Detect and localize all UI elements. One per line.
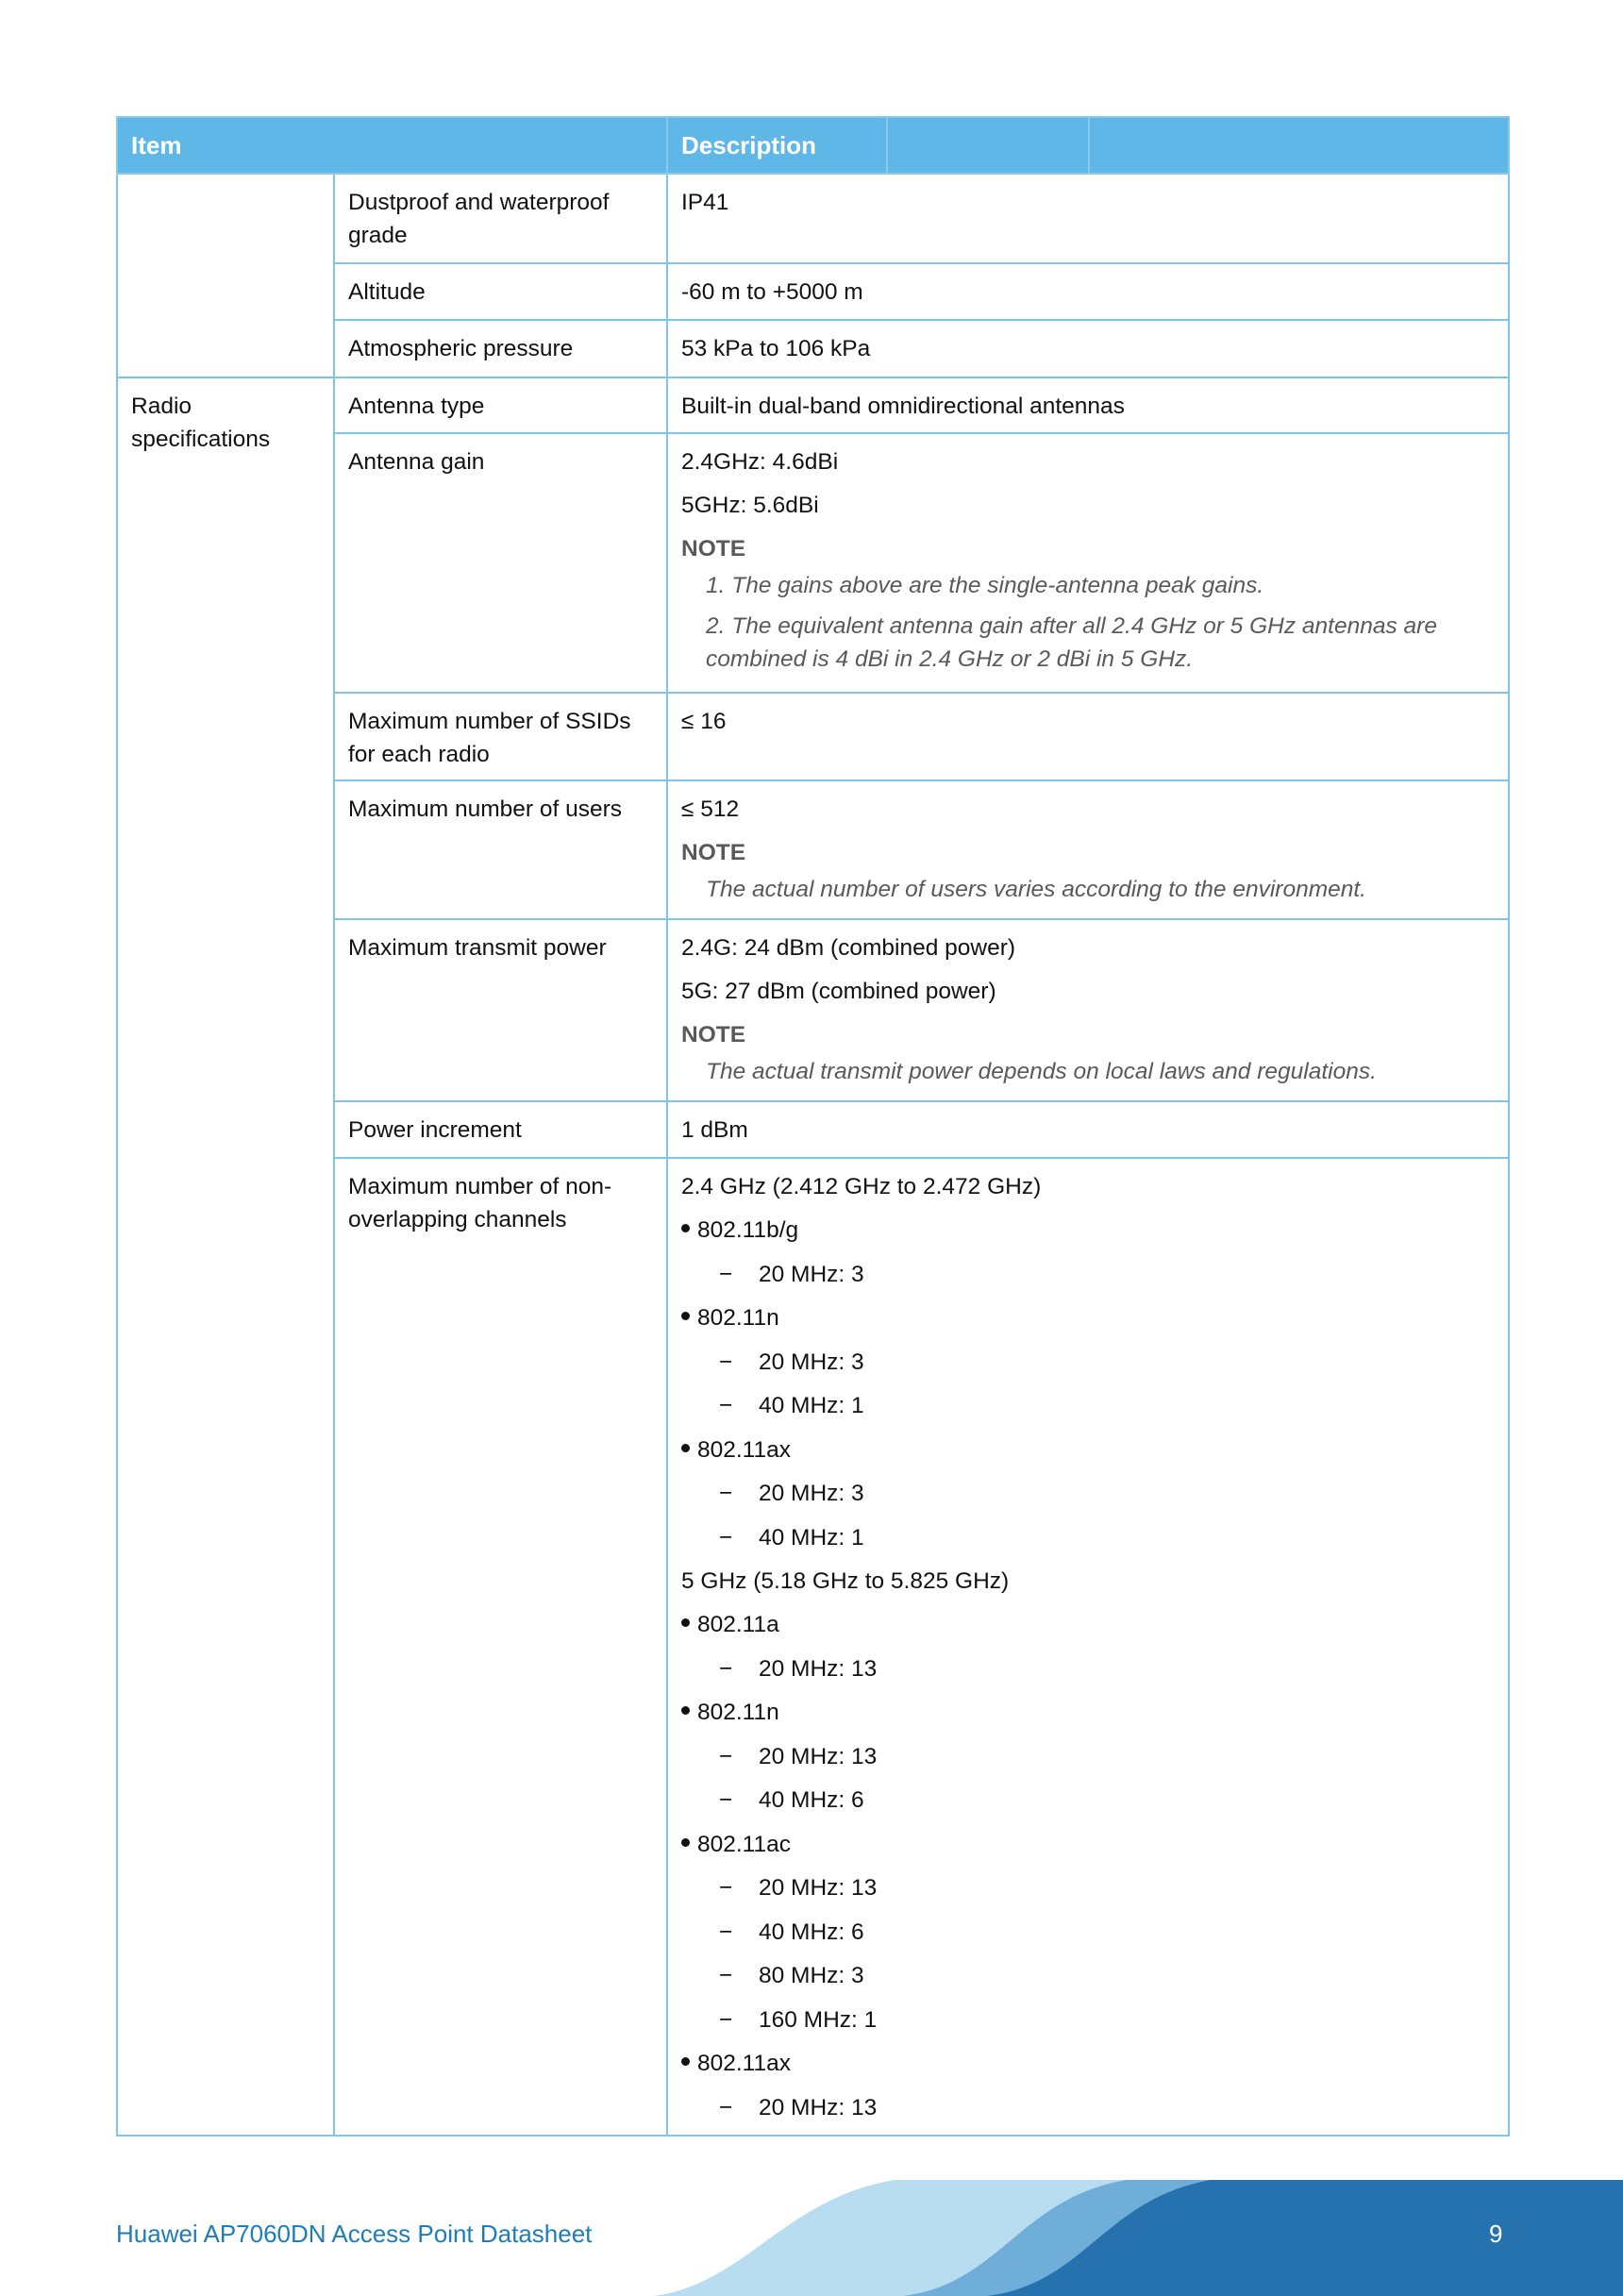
row-value: -60 m to +5000 m: [667, 263, 1509, 320]
row-value: Built-in dual-band omnidirectional antennas: [667, 377, 1509, 433]
channels-list: [667, 1158, 1509, 2136]
channel-count-label: 20 MHz: 13: [759, 2094, 878, 2120]
channel-count-item: [681, 1652, 1495, 1685]
note-title: NOTE: [681, 536, 746, 561]
channel-count-item: [681, 2091, 1495, 2124]
standard-item: [681, 1608, 1495, 1641]
table-row: [117, 377, 1509, 433]
channel-count-label: 40 MHz: 6: [759, 1787, 864, 1813]
value-line: ≤ 512: [681, 796, 740, 822]
dash-icon: −: [719, 1481, 733, 1506]
band-heading-24ghz: 2.4 GHz (2.412 GHz to 2.472 GHz): [681, 1174, 1042, 1199]
note-title: NOTE: [681, 1022, 746, 1047]
channel-count-item: [681, 1916, 1495, 1949]
section-cell-radio: Radio specifications: [117, 377, 334, 2136]
standard-label: 802.11a: [697, 1612, 779, 1637]
row-value: [667, 919, 1509, 1101]
bullet-icon: [681, 1618, 690, 1627]
value-line: 5GHz: 5.6dBi: [681, 493, 819, 518]
row-label: Maximum number of non-overlapping channels: [334, 1158, 667, 2136]
page-number: 9: [1489, 2220, 1503, 2248]
row-label: Antenna gain: [334, 433, 667, 693]
channel-count-label: 20 MHz: 3: [759, 1261, 864, 1287]
header-item: Item: [117, 117, 667, 174]
header-description: Description: [667, 117, 887, 174]
row-label: Altitude: [334, 263, 667, 320]
row-value: 1 dBm: [667, 1101, 1509, 1158]
dash-icon: −: [719, 2006, 733, 2033]
row-label: Power increment: [334, 1101, 667, 1158]
header-blank-2: [1089, 117, 1509, 174]
channel-count-label: 160 MHz: 1: [759, 2006, 878, 2033]
channel-count-item: [681, 1740, 1495, 1773]
header-blank-1: [887, 117, 1089, 174]
row-value: 53 kPa to 106 kPa: [667, 320, 1509, 377]
note-text: The actual number of users varies according to the environment.: [706, 877, 1366, 902]
band-24-list: [681, 1214, 1495, 1554]
dash-icon: −: [719, 1524, 733, 1550]
dash-icon: −: [719, 1349, 733, 1375]
row-label: Atmospheric pressure: [334, 320, 667, 377]
row-label: Dustproof and waterproof grade: [334, 174, 667, 263]
channel-count-label: 40 MHz: 6: [759, 1919, 864, 1945]
channel-count-item: [681, 1477, 1495, 1510]
channel-count-item: [681, 1389, 1495, 1422]
value-line: 2.4G: 24 dBm (combined power): [681, 935, 1016, 961]
row-value: [667, 780, 1509, 919]
bullet-icon: [681, 1224, 690, 1232]
spec-table: [116, 116, 1510, 2137]
bullet-icon: [681, 1312, 690, 1320]
standard-label: 802.11b/g: [697, 1217, 799, 1243]
section-cell-environment: [117, 174, 334, 377]
note-text: The actual transmit power depends on local laws and regulations.: [706, 1059, 1377, 1084]
standard-label: 802.11ac: [697, 1831, 791, 1857]
channel-count-item: [681, 2003, 1495, 2036]
row-label: Maximum transmit power: [334, 919, 667, 1101]
standard-label: 802.11n: [697, 1700, 779, 1725]
value-line: 2.4GHz: 4.6dBi: [681, 449, 839, 475]
band-heading-5ghz: 5 GHz (5.18 GHz to 5.825 GHz): [681, 1568, 1010, 1594]
channel-count-item: [681, 1258, 1495, 1291]
note-text: 2. The equivalent antenna gain after all 2.4 GHz or 5 GHz antennas are combined is 4 dBi in 2.4 GHz or 2 dBi in 5 GHz.: [706, 613, 1437, 672]
value-line: 5G: 27 dBm (combined power): [681, 979, 996, 1004]
standard-item: [681, 1214, 1495, 1247]
bullet-icon: [681, 2057, 690, 2066]
bullet-icon: [681, 1838, 690, 1847]
document-title: Huawei AP7060DN Access Point Datasheet: [116, 2220, 593, 2248]
channel-count-label: 20 MHz: 13: [759, 1743, 878, 1769]
dash-icon: −: [719, 1743, 733, 1769]
row-value: [667, 433, 1509, 693]
row-value: ≤ 16: [667, 693, 1509, 780]
dash-icon: −: [719, 1963, 733, 1988]
channel-count-item: [681, 1521, 1495, 1554]
channel-count-label: 20 MHz: 13: [759, 1655, 878, 1682]
band-5-list: [681, 1608, 1495, 2124]
channel-count-item: [681, 1959, 1495, 1992]
standard-item: [681, 1433, 1495, 1466]
channel-count-item: [681, 1346, 1495, 1379]
channel-count-label: 40 MHz: 1: [759, 1393, 864, 1418]
page-footer: [0, 2180, 1623, 2296]
channel-count-label: 40 MHz: 1: [759, 1524, 864, 1550]
standard-item: [681, 2047, 1495, 2080]
bullet-icon: [681, 1444, 690, 1452]
note-title: NOTE: [681, 840, 746, 865]
standard-item: [681, 1828, 1495, 1861]
channel-count-label: 20 MHz: 3: [759, 1481, 864, 1506]
standard-item: [681, 1301, 1495, 1334]
channel-count-label: 80 MHz: 3: [759, 1963, 864, 1988]
dash-icon: −: [719, 1919, 733, 1945]
dash-icon: −: [719, 1261, 733, 1287]
row-value: IP41: [667, 174, 1509, 263]
standard-label: 802.11ax: [697, 2051, 791, 2076]
row-label: Antenna type: [334, 377, 667, 433]
standard-label: 802.11n: [697, 1305, 779, 1331]
channel-count-label: 20 MHz: 13: [759, 1875, 878, 1901]
dash-icon: −: [719, 1393, 733, 1418]
dash-icon: −: [719, 2094, 733, 2120]
table-header-row: [117, 117, 1509, 174]
channel-count-item: [681, 1784, 1495, 1817]
standard-label: 802.11ax: [697, 1436, 791, 1463]
channel-count-label: 20 MHz: 3: [759, 1349, 864, 1375]
channel-count-item: [681, 1871, 1495, 1904]
dash-icon: −: [719, 1655, 733, 1682]
standard-item: [681, 1696, 1495, 1729]
dash-icon: −: [719, 1875, 733, 1901]
table-row: [117, 174, 1509, 263]
note-text: 1. The gains above are the single-antenna peak gains.: [706, 573, 1264, 598]
bullet-icon: [681, 1706, 690, 1715]
row-label: Maximum number of users: [334, 780, 667, 919]
row-label: Maximum number of SSIDs for each radio: [334, 693, 667, 780]
dash-icon: −: [719, 1787, 733, 1813]
